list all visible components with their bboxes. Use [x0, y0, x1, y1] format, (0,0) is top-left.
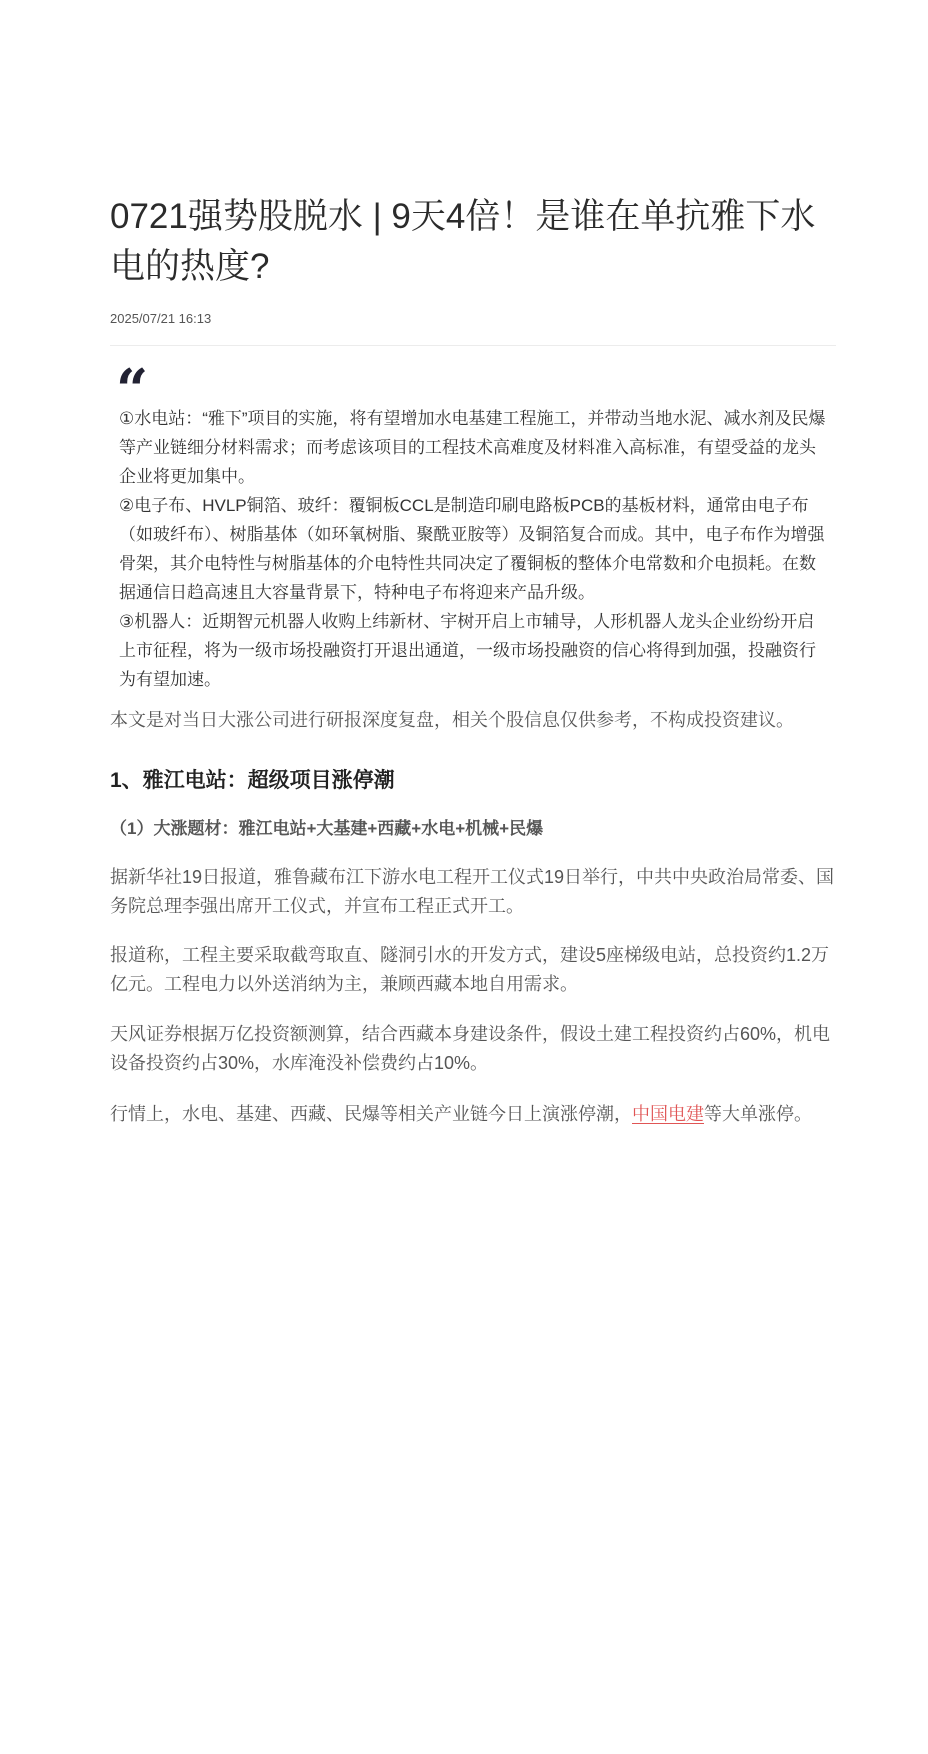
- quote-paragraph-3: ③机器人：近期智元机器人收购上纬新材、宇树开启上市辅导，人形机器人龙头企业纷纷开启上市征程，将为一级市场投融资打开退出通道，一级市场投融资的信心将得到加强，投融资行为有望加速。: [119, 612, 816, 689]
- body-paragraph-3: 天风证券根据万亿投资额测算，结合西藏本身建设条件，假设土建工程投资约占60%，机电设备投资约占30%，水库淹没补偿费约占10%。: [110, 1024, 831, 1073]
- body-paragraph-1: 据新华社19日报道，雅鲁藏布江下游水电工程开工仪式19日举行，中共中央政治局常委、国务院总理李强出席开工仪式，并宣布工程正式开工。: [110, 867, 835, 916]
- stock-link[interactable]: 中国电建: [632, 1104, 704, 1124]
- article-title: 0721强势股脱水 | 9天4倍！是谁在单抗雅下水电的热度?: [110, 197, 816, 286]
- section-heading: 1、雅江电站：超级项目涨停潮: [110, 769, 395, 792]
- body-paragraph-4-tail: 等大单涨停。: [704, 1104, 812, 1124]
- body-paragraph-4-text: 行情上，水电、基建、西藏、民爆等相关产业链今日上演涨停潮，: [110, 1104, 632, 1124]
- body-paragraph-2: 报道称，工程主要采取截弯取直、隧洞引水的开发方式，建设5座梯级电站，总投资约1.2万亿元。工程电力以外送消纳为主，兼顾西藏本地自用需求。: [110, 945, 830, 994]
- publish-date: 2025/07/21 16:13: [110, 311, 212, 326]
- disclaimer-text: 本文是对当日大涨公司进行研报深度复盘，相关个股信息仅供参考，不构成投资建议。: [110, 710, 794, 730]
- quote-block: [119, 404, 829, 694]
- quote-paragraph-1: ①水电站：“雅下”项目的实施，将有望增加水电基建工程施工，并带动当地水泥、减水剂及民爆等产业链细分材料需求；而考虑该项目的工程技术高难度及材料准入高标准，有望受益的龙头企业将更加集中。: [119, 409, 826, 486]
- quote-paragraph-2: ②电子布、HVLP铜箔、玻纤：覆铜板CCL是制造印刷电路板PCB的基板材料，通常由电子布（如玻纤布）、树脂基体（如环氧树脂、聚酰亚胺等）及铜箔复合而成。其中，电子布作为增强骨架，其介电特性与树脂基体的介电特性共同决定了覆铜板的整体介电常数和介电损耗。在数据通信日趋高速且大容量背景下，特种电子布将迎来产品升级。: [119, 496, 825, 602]
- title-divider: [110, 345, 836, 346]
- body-paragraph-4: [110, 1100, 836, 1129]
- subheading: （1）大涨题材：雅江电站+大基建+西藏+水电+机械+民爆: [110, 819, 544, 838]
- quote-icon: “: [116, 357, 149, 423]
